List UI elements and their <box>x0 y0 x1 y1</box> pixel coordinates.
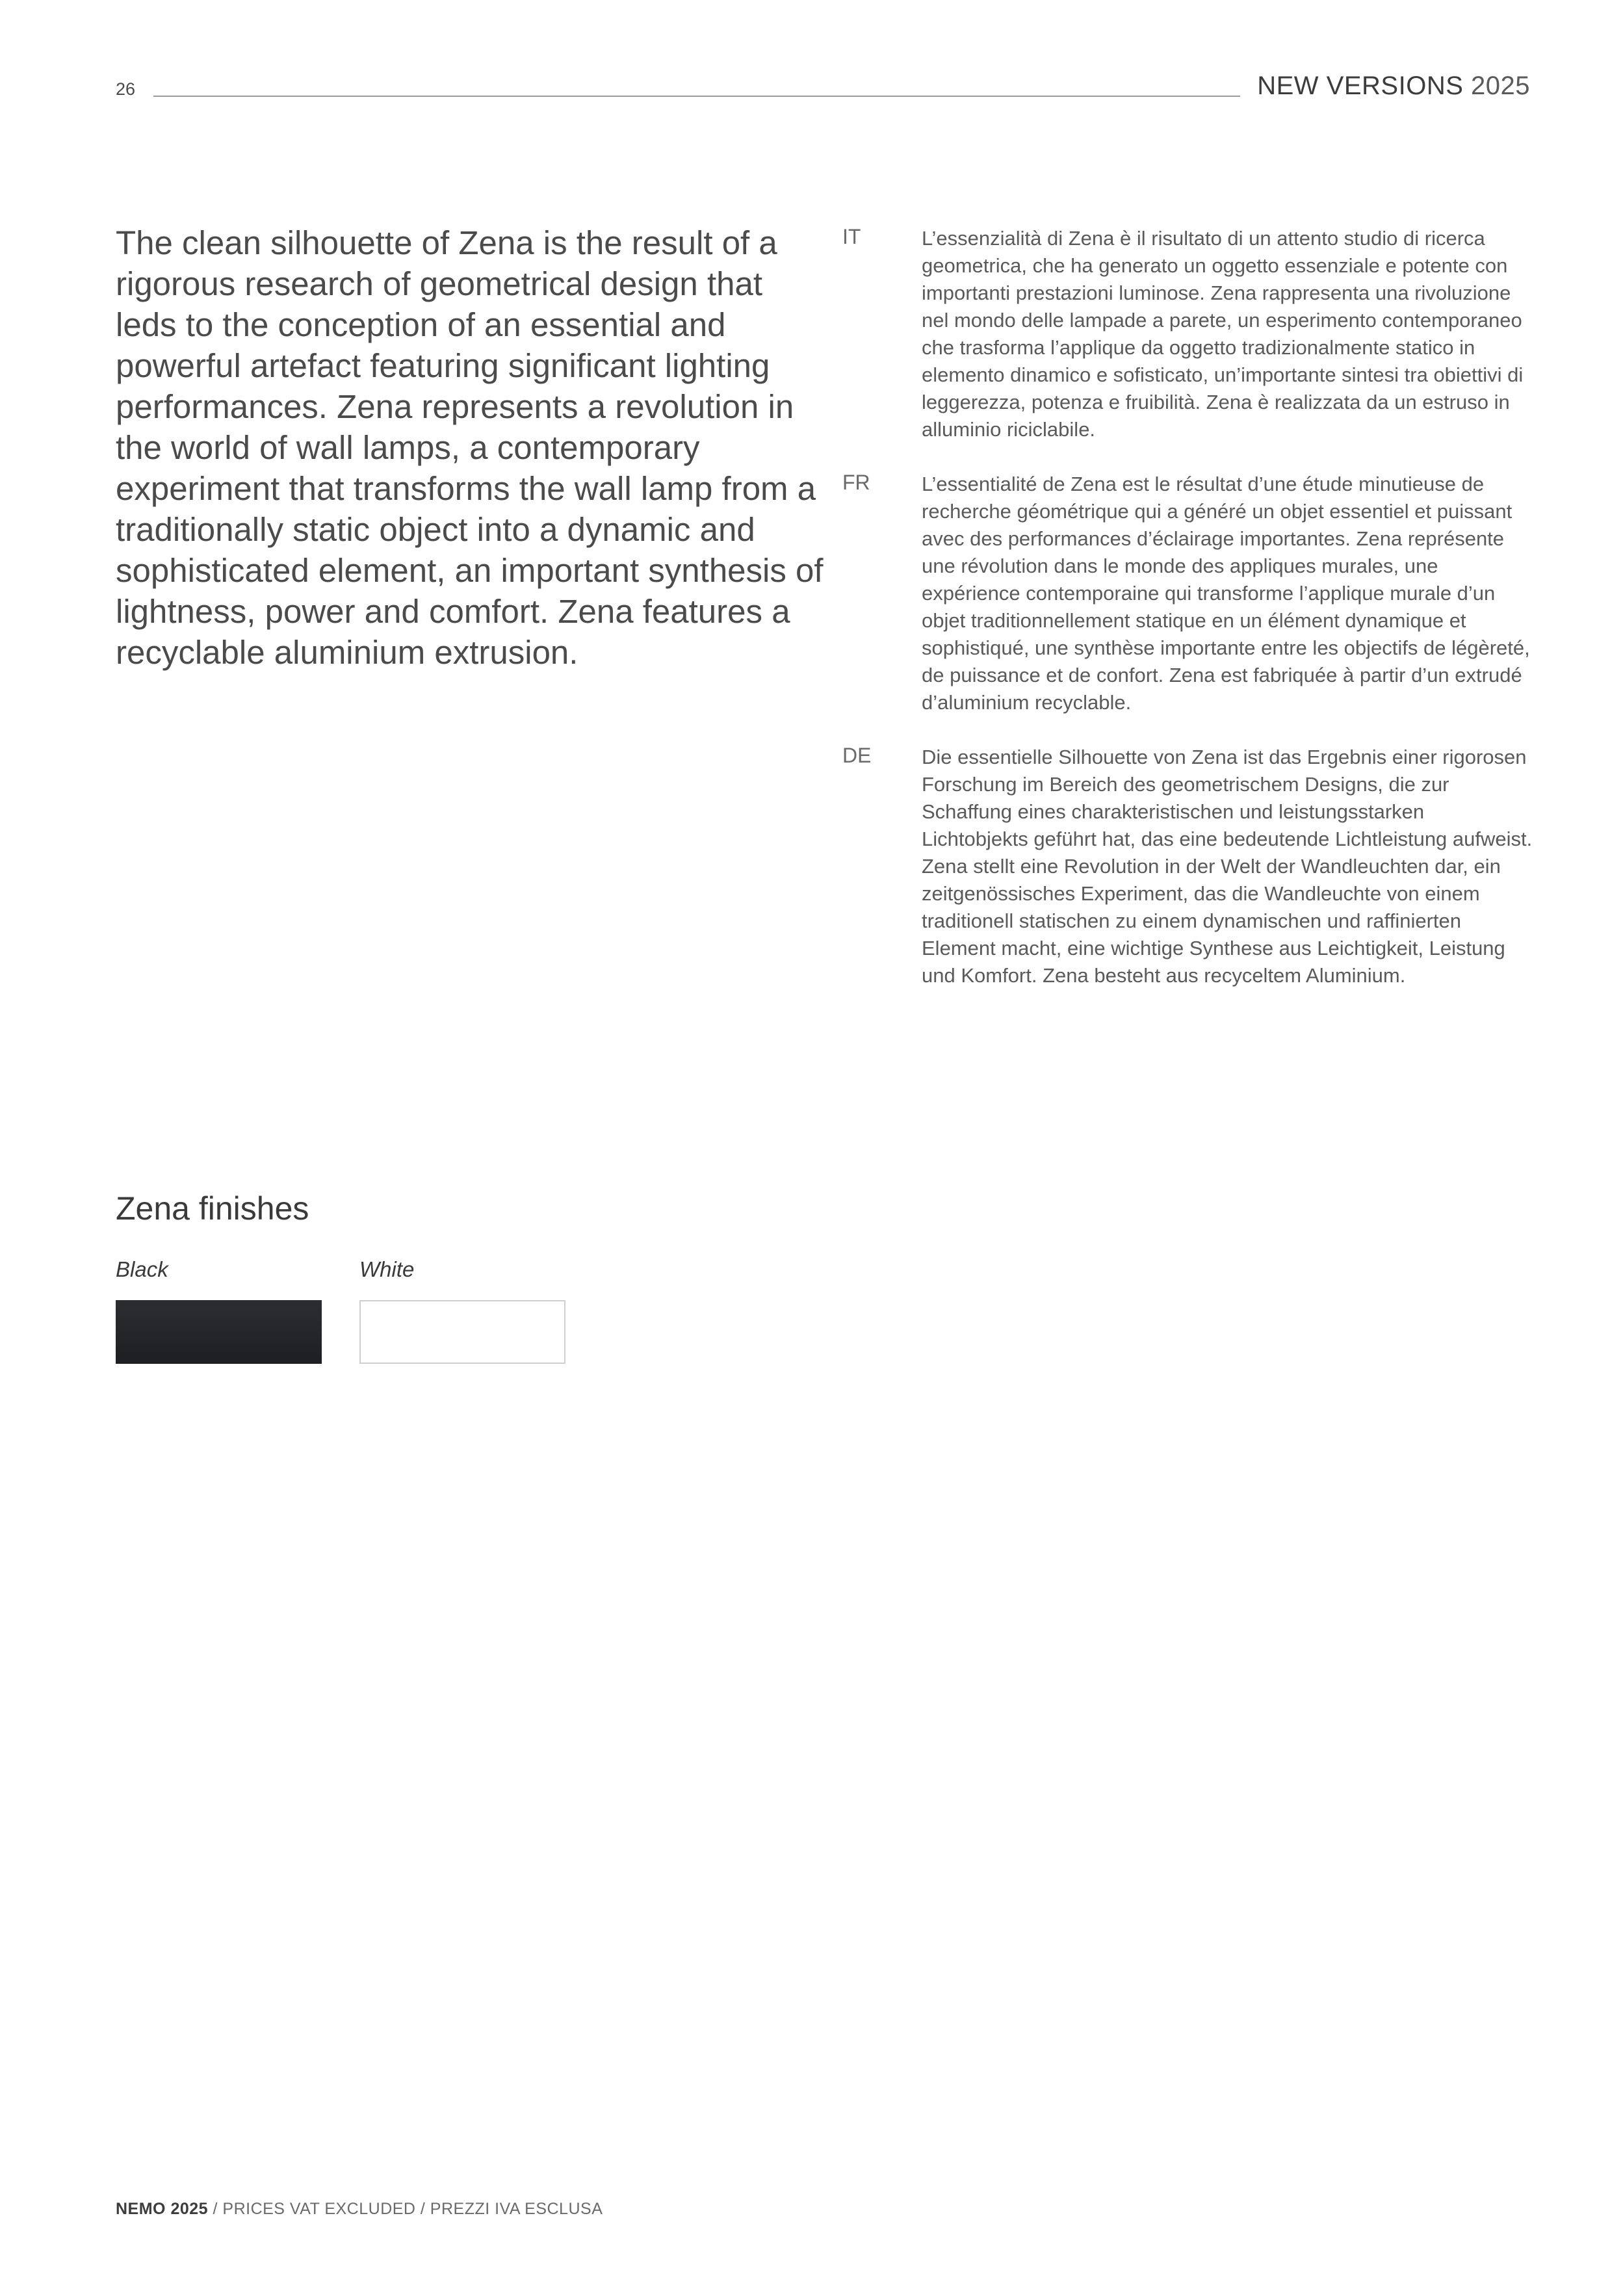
lang-text-it: L’essenzialità di Zena è il risultato di un attento studio di ricerca geometrica, che ha generato un oggetto essenziale e potente con importanti prestazioni luminose. Zena rappresenta una rivoluzione nel mondo delle lampade a parete, un esperimento contemporaneo che trasforma l’applique da oggetto tradizionalmente statico in elemento dinamico e sofisticato, un’importante sintesi tra obiettivi di leggerezza, potenza e fruibilità. Zena è realizzata da un estruso in alluminio riciclabile. <box>922 227 1524 441</box>
finishes-title: Zena finishes <box>116 1190 309 1227</box>
header-title <box>1257 72 1530 101</box>
finish-label-white: White <box>359 1257 415 1281</box>
footer <box>116 2200 603 2219</box>
finish-swatch-white <box>359 1300 565 1364</box>
header-rule <box>153 96 1240 97</box>
lang-text-fr: L’essentialité de Zena est le résultat d’une étude minutieuse de recherche géométrique qui a généré un objet essentiel et puissant avec des performances d’éclairage importantes. Zena représente une révolution dans le monde des appliques murales, une expérience contemporaine qui transforme l’applique murale d’un objet traditionnellement statique en un élément dynamique et sophistiqué, une synthèse importante entre les objectifs de légèreté, de puissance et de confort. Zena est fabriquée à partir d’un extrudé d’aluminium recyclable. <box>922 473 1530 714</box>
footer-text: / PRICES VAT EXCLUDED / PREZZI IVA ESCLUSA <box>208 2200 603 2218</box>
lang-code-de: DE <box>842 744 872 767</box>
finish-label-black: Black <box>116 1257 168 1281</box>
lang-text-de: Die essentielle Silhouette von Zena ist das Ergebnis einer rigorosen Forschung im Bereich des geometrischem Designs, die zur Schaffung eines charakteristischen und leistungsstarken Lichtobjekts geführt hat, das eine bedeutende Lichtleistung aufweist. Zena stellt eine Revolution in der Welt der Wandleuchten dar, ein zeitgenössisches Experiment, das die Wandleuchte von einem traditionell statischen zu einem dynamischen und raffinierten Element macht, eine wichtige Synthese aus Leichtigkeit, Leistung und Komfort. Zena besteht aus recyceltem Aluminium. <box>922 746 1533 987</box>
page-number: 26 <box>116 79 136 99</box>
finish-swatch-black <box>116 1300 322 1364</box>
footer-brand: NEMO 2025 <box>116 2200 209 2218</box>
lang-code-fr: FR <box>842 471 870 494</box>
header-title-year: 2025 <box>1471 72 1530 100</box>
intro-paragraph: The clean silhouette of Zena is the result of a rigorous research of geometrical design that leds to the conception of an essential and powerful artefact featuring significant lighting performances. Zena represents a revolution in the world of wall lamps, a contemporary experiment that transforms the wall lamp from a traditionally static object into a dynamic and sophisticated element, an important synthesis of lightness, power and comfort. Zena features a recyclable aluminium extrusion. <box>116 224 824 671</box>
header-title-strong: NEW VERSIONS <box>1257 72 1464 100</box>
lang-code-it: IT <box>842 225 861 248</box>
